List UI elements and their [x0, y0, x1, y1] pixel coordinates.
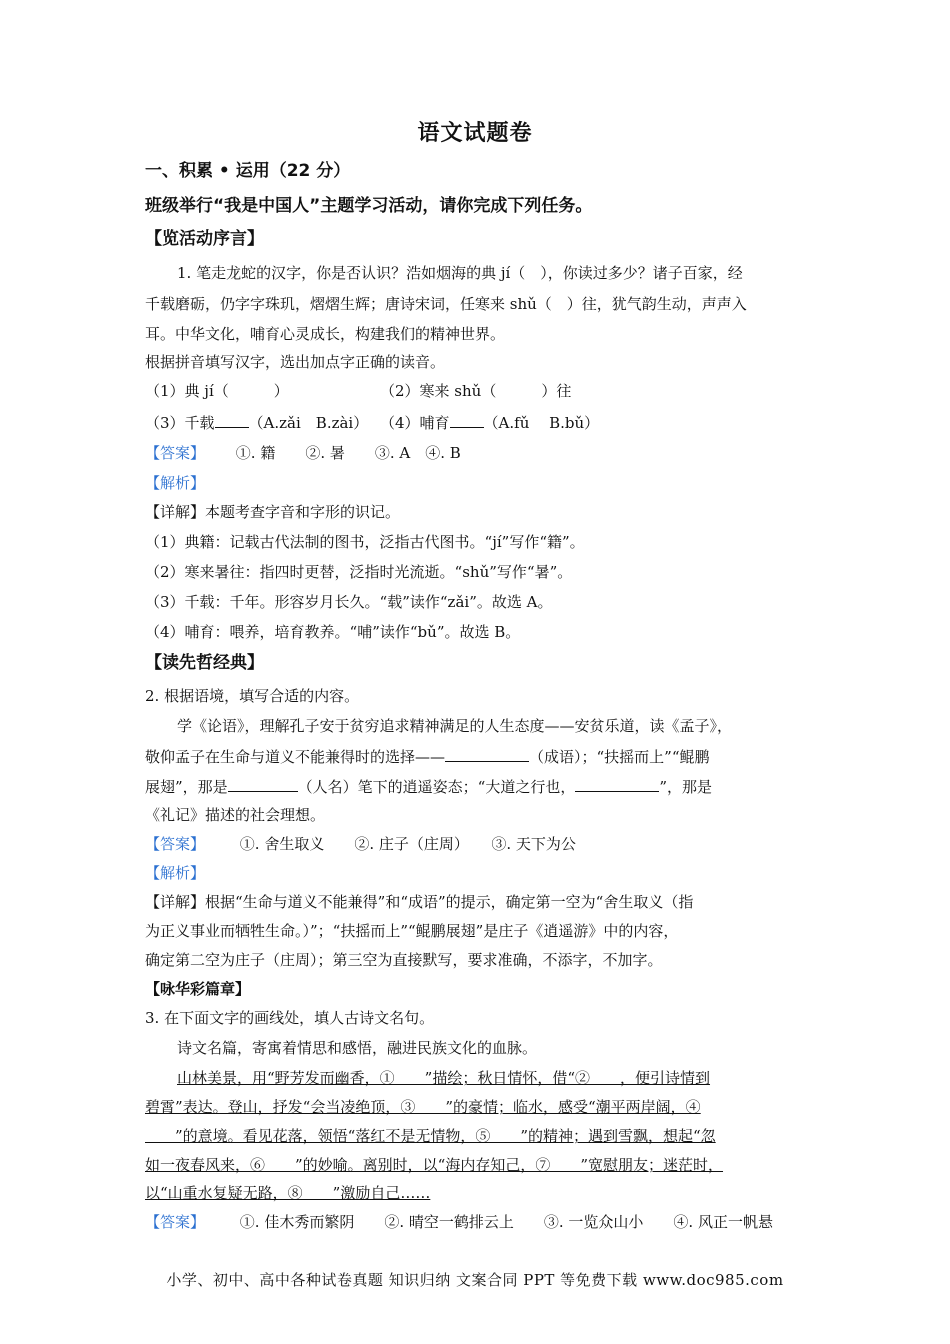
- detail-text: 【详解】本题考查字音和字形的识记。: [145, 503, 401, 521]
- q1-option: [145, 412, 368, 433]
- q2-text-line: [145, 746, 710, 767]
- q3-stem: 3. 在下面文字的画线处，填人古诗文名句。: [145, 1009, 435, 1027]
- q2-text-line: [145, 776, 712, 797]
- answer-tag: 【答案】: [145, 835, 206, 853]
- q3-text-line: 以“山重水复疑无路，⑧ ”激励自己……: [145, 1184, 431, 1202]
- detail-text: 确定第二空为庄子（庄周）；第三空为直接默写，要求准确，不添字，不加字。: [145, 951, 663, 969]
- page-title: 语文试题卷: [417, 121, 533, 146]
- answer-tag: 【答案】: [145, 444, 206, 462]
- detail-text: 为正义事业而牺牲生命。）”；“扶摇而上”“鲲鹏展翅”是庄子《逍遥游》中的内容，: [145, 922, 679, 940]
- blank-line: [575, 776, 659, 792]
- q2-text: ”，那是: [659, 778, 713, 796]
- detail-text: （3）千载：千年。形容岁月长久。“载”读作“zǎi”。故选 A。: [145, 593, 553, 611]
- q1-option-label: （3）千载: [145, 414, 215, 432]
- answer-text: ①. 佳木秀而繁阴 ②. 晴空一鹤排云上 ③. 一览众山小 ④. 风正一帆悬: [239, 1213, 773, 1231]
- q3-text-line: ”的意境。看见花落，领悟“落红不是无情物，⑤ ”的精神；遇到雪飘，想起“忽: [145, 1127, 716, 1145]
- answer-text: ①. 籍 ②. 暑 ③. A ④. B: [235, 444, 461, 462]
- q2-text: （人名）笔下的逍遥姿态；“大道之行也，: [297, 778, 576, 796]
- analysis-tag: 【解析】: [145, 864, 206, 882]
- analysis-tag: 【解析】: [145, 474, 206, 492]
- q1-option: [380, 412, 599, 433]
- answer-row: [145, 443, 461, 463]
- subsection-heading: 【览活动序言】: [145, 229, 264, 249]
- answer-text: ①. 舍生取义 ②. 庄子（庄周） ③. 天下为公: [239, 835, 576, 853]
- q2-text: 敬仰孟子在生命与道义不能兼得时的选择——: [145, 748, 446, 766]
- q2-stem: 2. 根据语境，填写合适的内容。: [145, 687, 360, 705]
- subsection-heading: 【读先哲经典】: [145, 653, 264, 673]
- q1-option: （2）寒来 shǔ（ ）往: [380, 382, 572, 400]
- q1-text-line: 耳。中华文化，哺育心灵成长，构建我们的精神世界。: [145, 325, 506, 343]
- blank-line: [450, 412, 484, 428]
- q1-option-choices: （A.zǎi B.zài）: [248, 414, 369, 432]
- blank-line: [445, 746, 529, 762]
- q3-text-line: 如一夜春风来，⑥ ”的妙喻。离别时，以“海内存知己，⑦ ”宽慰朋友；迷茫时，: [145, 1156, 724, 1174]
- answer-row: [145, 834, 576, 854]
- section-heading: 一、积累 • 运用（22 分）: [145, 161, 351, 181]
- answer-tag: 【答案】: [145, 1213, 206, 1231]
- detail-text: 【详解】根据“生命与道义不能兼得”和“成语”的提示，确定第一空为“舍生取义（指: [145, 893, 694, 911]
- detail-text: （2）寒来暑往：指四时更替，泛指时光流逝。“shǔ”写作“暑”。: [145, 563, 573, 581]
- q1-option-choices: （A.fǔ B.bǔ）: [483, 414, 600, 432]
- q2-text: （成语）；“扶摇而上”“鲲鹏: [529, 748, 710, 766]
- q2-text-line: 《礼记》描述的社会理想。: [145, 806, 326, 824]
- q1-instruction: 根据拼音填写汉字，选出加点字正确的读音。: [145, 353, 446, 371]
- q1-option: （1）典 jí（ ）: [145, 382, 289, 400]
- q3-text-line: 诗文名篇，寄寓着情思和感悟，融进民族文化的血脉。: [177, 1039, 538, 1057]
- blank-line: [215, 412, 249, 428]
- detail-text: （1）典籍：记载古代法制的图书，泛指古代图书。“jí”写作“籍”。: [145, 533, 585, 551]
- q3-text-line: 碧霄”表达。登山，抒发“会当凌绝顶，③ ”的豪情；临水，感受“潮平两岸阔，④: [145, 1098, 701, 1116]
- answer-row: [145, 1212, 773, 1232]
- page-footer: 小学、初中、高中各种试卷真题 知识归纳 文案合同 PPT 等免费下载 www.doc985.com: [166, 1271, 784, 1289]
- blank-line: [228, 776, 298, 792]
- q3-text-line: 山林美景，用“野芳发而幽香，① ”描绘；秋日情怀，借“② ，便引诗情到: [177, 1069, 711, 1087]
- q1-text-line: 千载磨砺，仍字字珠玑，熠熠生辉；唐诗宋词，任寒来 shǔ（ ）往，犹气韵生动，声声入: [145, 295, 747, 313]
- q2-text: 展翅”，那是: [145, 778, 228, 796]
- q1-text-line: 1. 笔走龙蛇的汉字，你是否认识？浩如烟海的典 jí（ ），你读过多少？诸子百家，经: [177, 264, 743, 282]
- q1-option-label: （4）哺育: [380, 414, 450, 432]
- task-intro: 班级举行“我是中国人”主题学习活动，请你完成下列任务。: [145, 196, 593, 216]
- q2-text-line: 学《论语》，理解孔子安于贫穷追求精神满足的人生态度——安贫乐道，读《孟子》，: [177, 717, 733, 735]
- detail-text: （4）哺育：喂养，培育教养。“哺”读作“bǔ”。故选 B。: [145, 623, 521, 641]
- subsection-heading: 【咏华彩篇章】: [145, 980, 251, 998]
